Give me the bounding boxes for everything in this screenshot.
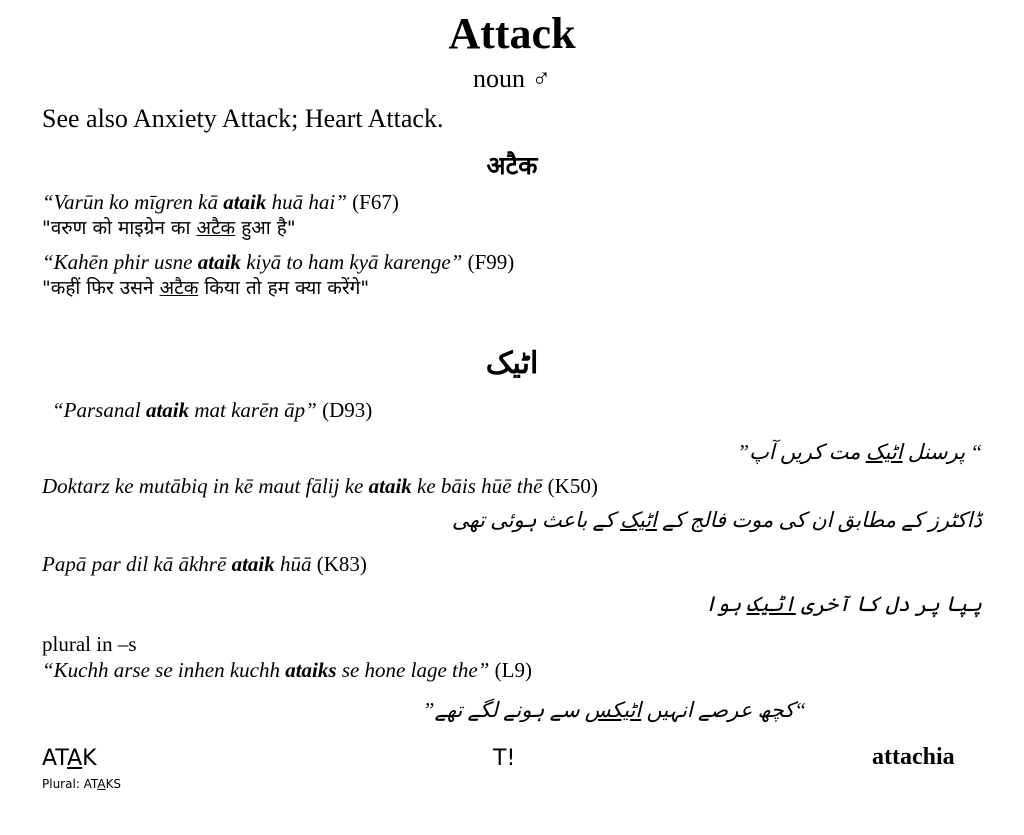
urdu-underlined: اٹیک [746, 592, 796, 616]
urdu-post: کے باعث ہوئی تھی [451, 508, 621, 532]
hindi-headword: अटैक [486, 151, 538, 180]
atak-pre: AT [42, 746, 68, 771]
translit-post: huā hai” [266, 190, 347, 214]
translit-post: mat karēn āp” [189, 398, 317, 422]
urdu-pre: “ پرسنل [902, 440, 982, 464]
source-code: (D93) [316, 398, 373, 422]
entry-headword: Attack [448, 9, 576, 58]
part-of-speech: noun ♂ [473, 64, 551, 93]
source-code: (K50) [542, 474, 598, 498]
urdu-pre: “کچھ عرصے انہیں [641, 698, 806, 722]
plural-underlined: A [97, 777, 106, 791]
source-code: (L9) [489, 658, 532, 682]
translit-pre: “Varūn ko mīgren kā [42, 190, 224, 214]
translit-pre: Papā par dil kā ākhrē [42, 552, 232, 576]
urdu-example-1-script [737, 440, 982, 465]
translit-bold: ataiks [285, 658, 337, 682]
urdu-underlined: اٹیکس [584, 698, 642, 722]
hindi-post: हुआ है" [235, 217, 296, 239]
footer-atak [42, 746, 97, 771]
translit-bold: ataik [197, 250, 241, 274]
translit-pre: “Parsanal [52, 398, 146, 422]
urdu-underlined: اٹیک [865, 440, 903, 464]
urdu-example-2-script [452, 508, 982, 533]
hindi-pre: "कहीं फिर उसने [42, 277, 160, 299]
hindi-pre: "वरुण को माइग्रेन का [42, 217, 197, 239]
hindi-post: किया तो हम क्या करेंगे" [198, 277, 370, 299]
urdu-post: سے ہونے لگے تھے” [422, 698, 585, 722]
atak-underlined: A [67, 746, 83, 771]
urdu-pre: ڈاکٹرز کے مطابق ان کی موت فالج کے [656, 508, 982, 532]
urdu-example-2-translit [42, 474, 598, 499]
hindi-example-2-translit [42, 250, 514, 275]
footer-attachia: attachia [872, 744, 955, 770]
urdu-pre: پپا پر دل کا آخری [795, 592, 982, 616]
translit-post: hūā [274, 552, 312, 576]
translit-bold: ataik [145, 398, 190, 422]
urdu-example-3-script [704, 592, 982, 617]
hindi-underlined: अटैक [196, 217, 236, 239]
urdu-headword: اٹیک [485, 347, 539, 380]
translit-bold: ataik [231, 552, 275, 576]
translit-pre: “Kuchh arse se inhen kuchh [42, 658, 286, 682]
urdu-underlined: اٹیک [620, 508, 657, 532]
translit-pre: “Kahēn phir usne [42, 250, 198, 274]
translit-post: kiyā to ham kyā karenge” [240, 250, 463, 274]
plural-example-translit [42, 658, 532, 683]
hindi-underlined: अटैक [159, 277, 199, 299]
footer-tx: T! [493, 746, 516, 771]
see-also-line: See also Anxiety Attack; Heart Attack. [42, 104, 444, 133]
source-code: (F99) [462, 250, 515, 274]
translit-bold: ataik [223, 190, 267, 214]
source-code: (F67) [346, 190, 399, 214]
urdu-post: مت کریں آپ” [737, 440, 866, 464]
footer-plural [42, 777, 121, 791]
plural-example-script [423, 698, 806, 723]
atak-post: K [82, 746, 97, 771]
translit-post: ke bāis hūē thē [411, 474, 543, 498]
plural-pre: Plural: AT [42, 777, 98, 791]
hindi-example-1-script [42, 214, 296, 240]
urdu-example-1-translit [52, 398, 372, 423]
hindi-example-1-translit [42, 190, 399, 215]
translit-post: se hone lage the” [336, 658, 490, 682]
urdu-post: ہوا [704, 592, 747, 616]
source-code: (K83) [311, 552, 367, 576]
plural-note: plural in –s [42, 632, 137, 656]
urdu-example-3-translit [42, 552, 367, 577]
hindi-example-2-script [42, 274, 369, 300]
translit-pre: Doktarz ke mutābiq in kē maut fālij ke [42, 474, 369, 498]
plural-post: KS [105, 777, 122, 791]
translit-bold: ataik [368, 474, 412, 498]
